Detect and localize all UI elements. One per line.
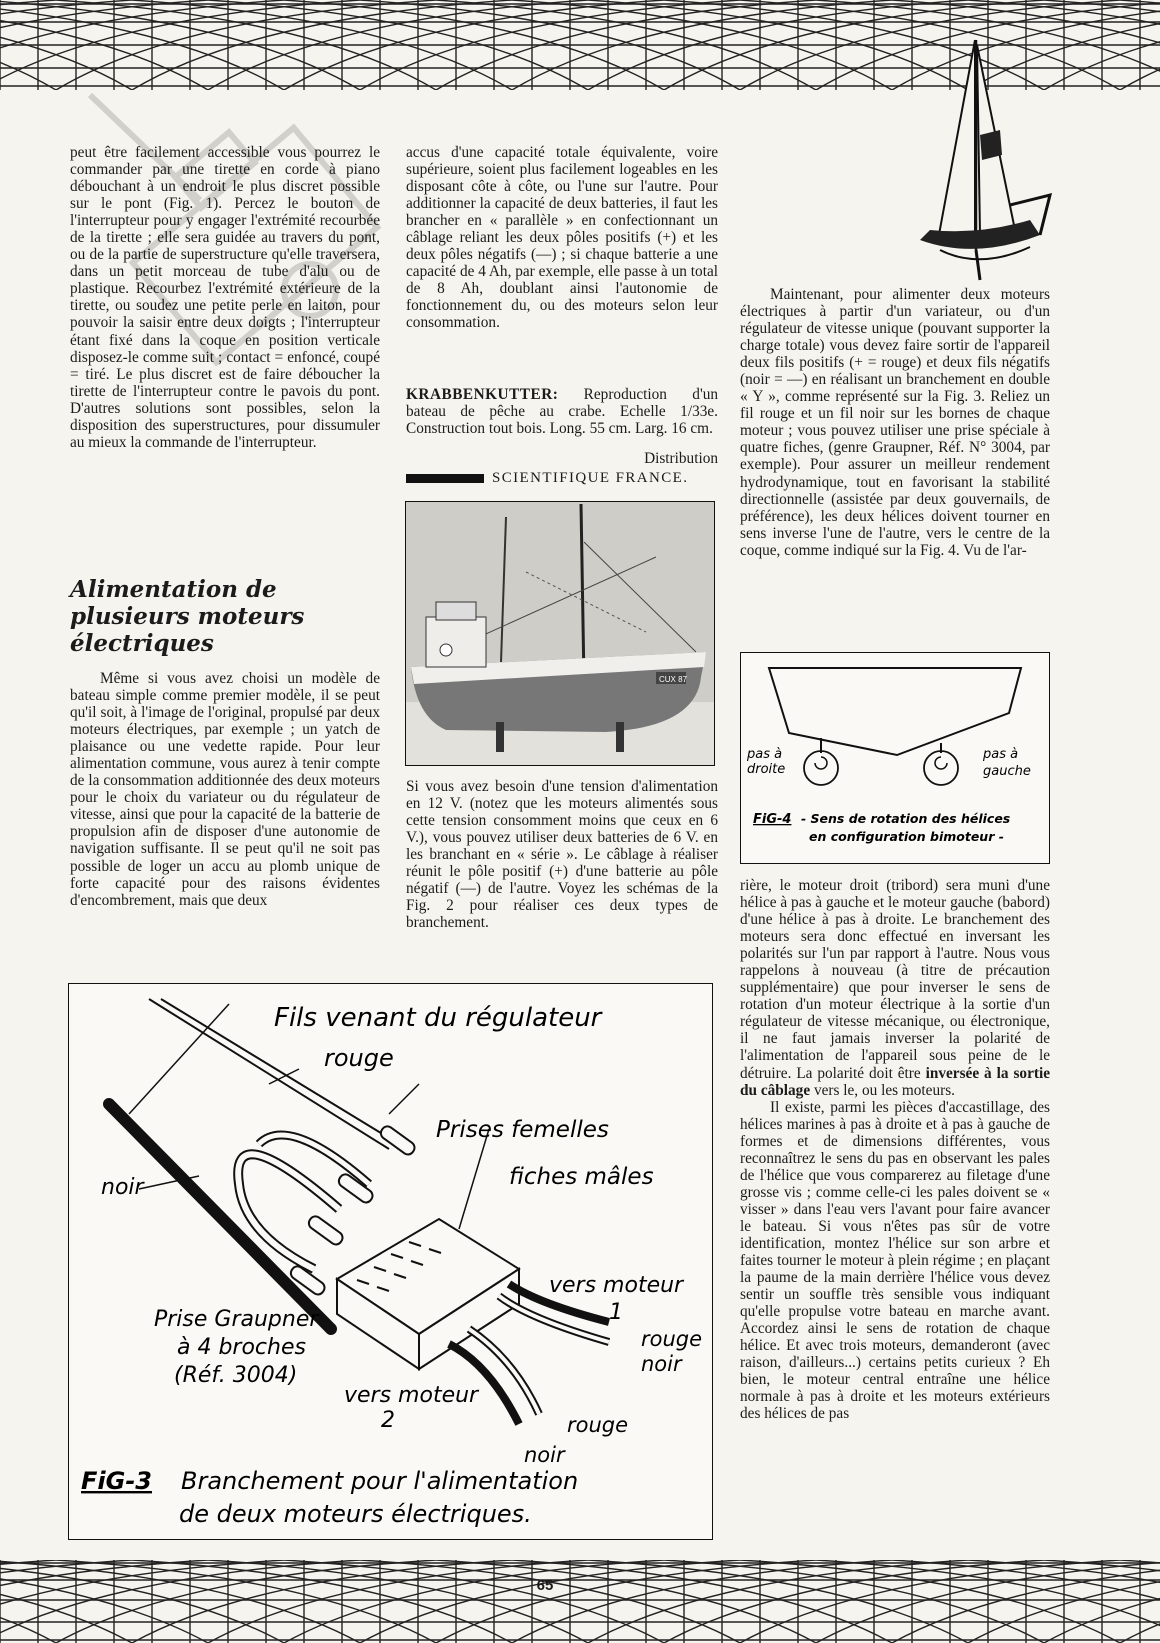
distribution-label: Distribution: [644, 450, 718, 467]
fig3-label-moteur1-b: 1: [609, 1300, 623, 1325]
fig3-caption-line2: de deux moteurs électriques.: [179, 1500, 532, 1528]
paragraph-serie: Si vous avez besoin d'une tension d'alimentation en 12 V. (notez que les moteurs alimentés sous cette tension consomment moins que ceux en 6 V.), vous pouvez utiliser deux batteries de 6 V. en les branchant en « série ». Le câblage à réaliser réunit le pôle positif (+) d'une batterie au pôle négatif (—) de l'autre. Voyez les schémas de la Fig. 2 pour réaliser ces deux types de branchement.: [406, 778, 718, 932]
fig4-right-label-1: pas à: [983, 747, 1019, 762]
fig3-label-rouge-top: rouge: [324, 1044, 394, 1072]
fig3-label-noir-left: noir: [101, 1175, 144, 1200]
redacted-bar: [406, 474, 484, 483]
krabbenkutter-title: KRABBENKUTTER:: [406, 386, 559, 403]
fig3-label-rouge-m1: rouge: [641, 1327, 703, 1351]
paragraph-double-y: Maintenant, pour alimenter deux moteurs électriques à partir d'un variateur, ou d'un régulateur de vitesse unique (pouvant supporter la charge totale) vous devez faire sortir de l'appareil deux fils positifs (+ = rouge) et deux fils négatifs (noir = —) en réalisant un branchement en double « Y », comme représenté sur la Fig. 3. Reliez un fil rouge et un fil noir sur les bornes de chaque moteur ; vous pouvez utiliser une prise spéciale à quatre fiches, (genre Graupner, Réf. N° 3004, par exemple). Pour assurer un meilleur rendement hydrodynamique, tout en favorisant la stabilité directionnelle (assistée par deux gouvernails, de préférence), les deux hélices doivent tourner en sens inverse l'une de l'autre, vers le centre de la coque, comme indiqué sur la Fig. 4. Vu de l'ar-: [740, 286, 1050, 559]
fig4-left-label-1: pas à: [747, 747, 783, 762]
fig3-label-moteur1-a: vers moteur: [549, 1273, 684, 1298]
column-3-continued: [740, 877, 1050, 1423]
column-3-text: [740, 286, 1050, 559]
column-2-continued: [406, 778, 718, 931]
column-2-text: [406, 144, 718, 332]
krabbenkutter-caption: [406, 386, 718, 437]
fig3-label-prise-3: (Réf. 3004): [174, 1363, 298, 1388]
fig4-caption-number: FiG-4: [753, 812, 792, 827]
figure-4-propellers: [740, 652, 1050, 864]
column-1-text: [70, 144, 380, 451]
distributor-line: [406, 469, 718, 487]
fig3-label-noir-m2: noir: [524, 1443, 565, 1467]
fig3-label-fils: Fils venant du régulateur: [274, 1003, 602, 1033]
emphasis-inversee: inversée à la sortie du câblage: [740, 1064, 1050, 1099]
fig3-label-rouge-m2: rouge: [567, 1413, 629, 1437]
column-1-continued: [70, 670, 380, 909]
figure-3-wiring: [68, 983, 713, 1540]
hull-marking: CUX 87: [659, 675, 688, 684]
krabbenkutter-description: Reproduction d'un bateau de pêche au crabe. Echelle 1/33e. Construction tout bois. Long. 55 cm. Larg. 16 cm.: [406, 386, 718, 438]
fig4-caption-line1: - Sens de rotation des hélices: [801, 811, 1011, 826]
fig3-label-moteur2-a: vers moteur: [344, 1383, 479, 1408]
fig3-label-prise-2: à 4 broches: [177, 1335, 306, 1360]
fishing-boat-photo: [405, 501, 715, 766]
fig4-right-label-2: gauche: [983, 764, 1031, 779]
paragraph-helices: Il existe, parmi les pièces d'accastillage, des hélices marines à pas à droite et à pas à gauche de formes et de dimensions différentes, vous reconnaîtrez le sens du pas en observant les pales de l'hélice que vous comparerez au filetage d'une grosse vis ; comme celle-ci les pales doivent se « visser » dans l'eau vers l'avant pour faire avancer le bateau. Si vous n'êtes pas sûr de votre identification, montez l'hélice sur son arbre et faites tourner le moteur à plein régime ; en plaçant la paume de la main derrière l'hélice vous devez sentir un souffle très sensible vous indiquant qu'elle propulse votre bateau en marche avant. Accordez ainsi le sens de rotation de chaque hélice. Et avec trois moteurs, demanderont (avec raison, d'ailleurs...) certains petits curieux ? Eh bien, le moteur central entraîne une hélice normale à pas à droite et les moteurs extérieurs des hélices de pas: [740, 1098, 1050, 1423]
fig3-caption-line1: Branchement pour l'alimentation: [181, 1467, 579, 1495]
fig3-label-moteur2-b: 2: [381, 1408, 395, 1433]
paragraph-alimentation: Même si vous avez choisi un modèle de bateau simple comme premier modèle, il se peut qu'il soit, à l'image de l'original, propulsé par deux moteurs électriques, par exemple ; un yatch de plaisance ou une vedette rapide. Pour leur alimentation commune, vous aurez à tenir compte de la consommation additionnée des deux moteurs pour le choix du variateur ou du régulateur de vitesse, ainsi que pour la capacité de la batterie de propulsion afin de disposer d'une autonomie de navigation suffisante. Il se peut qu'il ne soit pas possible de loger un accu au plomb unique de forte capacité pour des raisons évidentes d'encombrement, mais que deux: [70, 670, 380, 909]
fig4-left-label-2: droite: [747, 762, 786, 777]
fig3-label-prise-1: Prise Graupner: [154, 1307, 319, 1332]
paragraph-interrupteur: peut être facilement accessible vous pourrez le commander par une tirette en corde à piano débouchant à un endroit le plus discret possible sur le pont (Fig. 1). Percez le bouton de l'interrupteur pour y engager l'extrémité recourbée de la tirette ; elle sera guidée au travers du pont, ou de la partie de superstructure qu'elle traversera, dans un petit morceau de tube d'alu ou de plastique. Recourbez l'extrémité extérieure de la tirette, ou soudez une petite perle en laiton, pour pouvoir la saisir entre deux doigts ; l'interrupteur étant fixé dans la coque en position verticale disposez-le comme suit ; contact = enfoncé, coupé = tiré. Le plus discret est de faire déboucher la tirette de l'interrupteur contre le pavois du pont. D'autres solutions sont possibles, selon la disposition des superstructures, pour dissumuler au mieux la commande de l'interrupteur.: [70, 144, 380, 451]
page-number: 65: [536, 1577, 554, 1594]
grid-pattern-bottom: [0, 1560, 1160, 1643]
text-run: rière, le moteur droit (tribord) sera muni d'une hélice à pas à gauche et le moteur gauche (babord) d'une hélice à pas à droite. Le branchement des moteurs sera donc effectué en inversant les polarités sur l'un par rapport à l'autre. Nous vous rappelons à nouveau (à titre de précaution supplémentaire) que pour inverser le sens de rotation d'un moteur électrique à la sortie d'un régulateur de vitesse mécanique, ou électronique, il ne faut jamais inverser la polarité de l'alimentation de l'appareil sous peine de le détruire. La polarité doit être: [740, 877, 1050, 1082]
text-run: vers le, ou les moteurs.: [810, 1081, 955, 1099]
bottom-decorative-band: [0, 1560, 1160, 1643]
fig3-label-noir-m1: noir: [641, 1352, 682, 1376]
section-heading: Alimentation de plusieurs moteurs électriques: [70, 576, 305, 657]
paragraph-polarite: [740, 877, 1050, 1099]
sailboat-illustration: [880, 35, 1060, 285]
fig3-label-fiches: fiches mâles: [509, 1164, 654, 1190]
distributor-name: SCIENTIFIQUE FRANCE.: [492, 470, 689, 486]
fig4-caption-line2: en configuration bimoteur -: [809, 829, 1004, 844]
fig3-caption-number: FiG-3: [81, 1467, 152, 1495]
fig3-label-prises: Prises femelles: [436, 1117, 609, 1143]
paragraph-accus: accus d'une capacité totale équivalente, voire supérieure, soient plus facilement logeables en les disposant côte à côte, ou l'une sur l'autre. Pour additionner la capacité de deux batteries, il faut les brancher en « parallèle » en confectionnant un câblage reliant les deux pôles positifs (+) et les deux pôles négatifs (—) ; si chaque batterie a une capacité de 4 Ah, par exemple, elle passe à un total de 8 Ah, doublant ainsi l'autonomie de fonctionnement du, ou des moteurs selon leur consommation.: [406, 144, 718, 332]
